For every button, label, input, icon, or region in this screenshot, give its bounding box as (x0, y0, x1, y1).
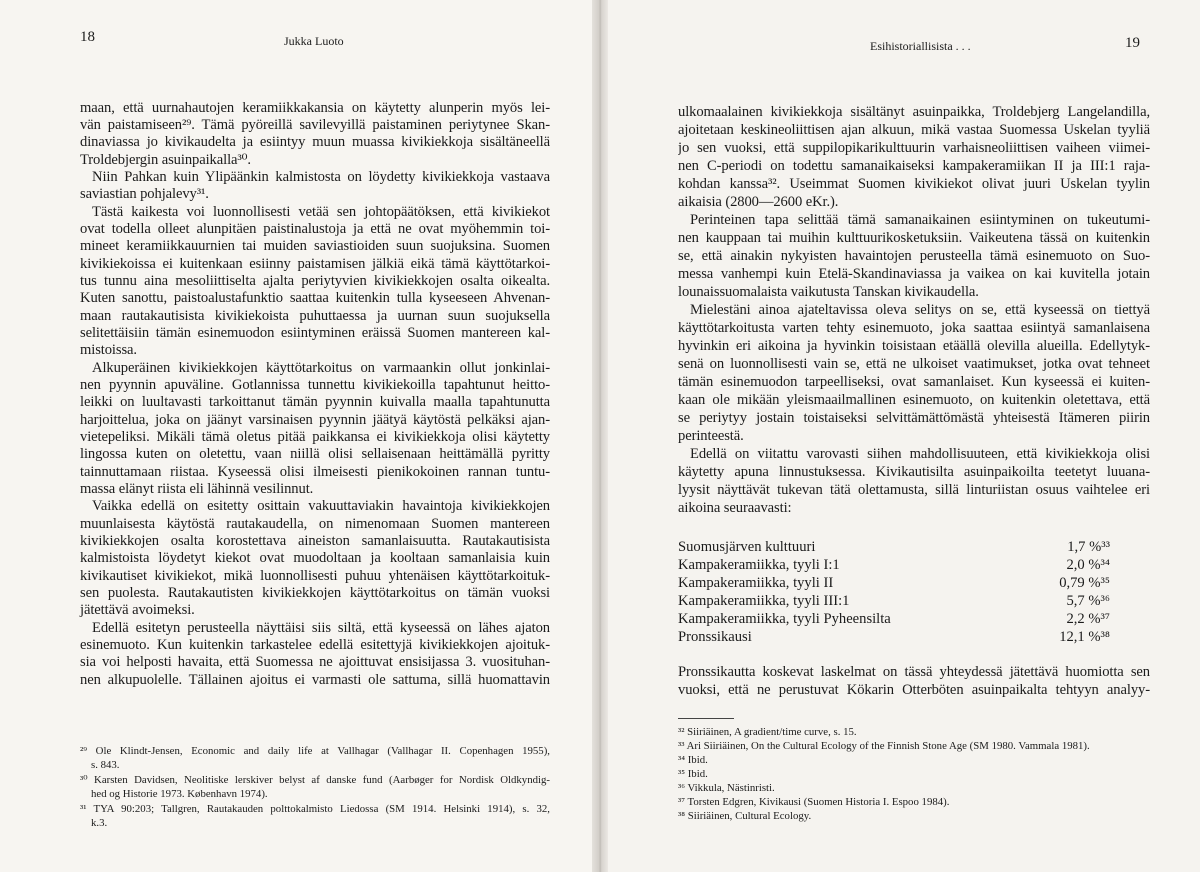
text-line: ulkomaalainen kivikiekkoja sisältänyt asuinpaikka, Troldebjerg Langelandilla, (678, 105, 1150, 120)
footnote: k.3. (91, 817, 108, 829)
text-line: Mielestäni ainoa ajateltavissa oleva selitys on se, että kyseessä on tiettyä (690, 303, 1150, 318)
text-line: massa elänyt riista eli lähinnä vesilinnut. (80, 481, 314, 497)
text-line: lounaissuomalaista vaikutusta Tanskan kivikaudella. (678, 284, 979, 300)
text-line: vän paistamiseen²⁹. Tämä pyöreillä savilevyillä paistaminen periytynee Skan- (80, 118, 550, 133)
text-line: esinemuoto. Kun kuitenkin tarkastelee edellä esitettyjä kivikiekkojen ajoituk- (80, 638, 550, 653)
footnote: ³⁵ Ibid. (678, 768, 708, 780)
text-line: lingossa kuten on oletettu, vaan niillä olisi sellaisenaan heittämällä pyritty (80, 447, 550, 462)
text-line: perinteestä. (678, 428, 744, 444)
text-line: kalmistoista löydetyt kiekot ovat muodoltaan ja kooltaan samanlaisia kuin (80, 551, 550, 566)
text-line: saviastian pohjalevy³¹. (80, 186, 209, 202)
page-number-right: 19 (1125, 35, 1140, 51)
footnote: ³⁶ Vikkula, Nästinristi. (678, 782, 775, 794)
text-line: Kuten sanottu, paistoalustafunktio saattaa kuitenkin tulla kyseeseen Ahvenan- (80, 291, 550, 306)
text-line: mistoissa. (80, 342, 137, 358)
text-line: käyttötarkoitusta varten tehty esinemuoto, joka saattaa esiintyä samanlaisena (678, 321, 1150, 336)
text-line: ajoitetaan keskineoliittisen ajan alkuun, mikä vastaa Suomessa Uskelan tyyliä (678, 123, 1150, 138)
text-line: tainnuttamaan riistaa. Kyseessä olisi ilmeisesti pienikokoinen rannan tuntu- (80, 465, 550, 480)
book-spine (592, 0, 608, 872)
footnote: ³¹ TYA 90:203; Tallgren, Rautakauden polttokalmisto Liedossa (SM 1914. Helsinki 1914), s. 32, (80, 804, 550, 815)
running-head-right: Esihistoriallisista . . . (870, 39, 971, 53)
text-line: selitettäisiin tämän esinemuodon esiintyminen eräissä Suomen mantereen kal- (80, 326, 550, 341)
text-line: Edellä esitetyn perusteella näyttäisi siis siltä, että kyseessä on lähes ajaton (92, 621, 550, 636)
table-cell-value: 0,79 %³⁵ (1059, 574, 1110, 591)
table-cell-label: Kampakeramiikka, tyyli I:1 (678, 556, 840, 573)
table-row (678, 610, 1110, 628)
footnote-rule (80, 734, 550, 735)
text-line: messa vanhempi kuin Etelä-Skandinaviassa ja vaikea on kai kuvitella jotain (678, 267, 1150, 282)
text-line: kaan ole mikään yleismaailmallinen esinemuoto, on kuitenkin oletettava, että (678, 393, 1150, 408)
table-cell-value: 2,0 %³⁴ (1066, 556, 1110, 573)
footnote: ²⁹ Ole Klindt-Jensen, Economic and daily life at Vallhagar (Vallhagar II. Copenhagen 1955), (80, 746, 550, 757)
table-row (678, 574, 1110, 592)
text-line: nen kauppaan tai muihin kulttuurikosketuksiin. Vaikeutena tässä on kuitenkin (678, 231, 1150, 246)
footnote: ³² Siiriäinen, A gradient/time curve, s. 15. (678, 726, 857, 738)
page-number-left: 18 (80, 29, 95, 45)
footnote: ³³ Ari Siiriäinen, On the Cultural Ecology of the Finnish Stone Age (SM 1980. Vammala 1981). (678, 740, 1090, 752)
table-cell-label: Suomusjärven kulttuuri (678, 538, 816, 555)
table-cell-value: 2,2 %³⁷ (1066, 610, 1110, 627)
text-line: kivikiekkojen osalta korostettava aineiston samanlaisuutta. Rautakautisista (80, 534, 550, 549)
footnote-rule (678, 718, 734, 719)
text-line: Niin Pahkan kuin Ylipäänkin kalmistosta on löydetty kivikiekkoja vastaava (92, 170, 550, 185)
text-line: kivikautiset kivikiekot, mikä luonnollisesti puhuu yhtenäisen käyttötarkoituk- (80, 569, 550, 584)
text-line: tus tunnu aina mesoliittiselta ajalta periytyvien kivikiekkojen osalta oikealta. (80, 274, 550, 289)
footnote: ³⁰ Karsten Davidsen, Neolitiske lerskiver belyst af danske fund (Aarbøger for Nordisk Oldkyndig- (80, 775, 550, 786)
text-line: hyvinkin eri aikoina ja hyvinkin toisistaan etäällä olevilla alueilla. Edellytyk- (678, 339, 1150, 354)
table-row (678, 538, 1110, 556)
text-line: ovat todella olleet alunpitäen paistinalustoja ja että ne ovat myöhemmin toi- (80, 222, 550, 237)
text-line: leikki on luultavasti tarkoittanut tämän pyynnin kuivalla maalla tapahtunutta (80, 395, 550, 410)
right-page (600, 0, 1200, 872)
text-line: aikaisia (2800—2600 eKr.). (678, 194, 839, 210)
table-cell-label: Kampakeramiikka, tyyli III:1 (678, 592, 850, 609)
text-line: senä on luonnollisesti vain se, että ne ulkoiset vaatimukset, jotka ovat tehneet (678, 357, 1150, 372)
text-line: maan rautakautisista kivikiekoista puhuttaessa ja uurnan suun suojuksella (80, 309, 550, 324)
bird-share-table (678, 538, 1110, 646)
text-line: Perinteinen tapa selittää tämä samanaikainen esiintyminen on tukeutumi- (690, 213, 1150, 228)
text-line: käytetty apuna linnustuksessa. Kivikautisilta asuinpaikoilta teetetyt luuana- (678, 465, 1150, 480)
text-line: tämän esinemuodon tarpeelliseksi, ovat samanlaiset. Kun kyseessä ei kuiten- (678, 375, 1150, 390)
footnote: ³⁷ Torsten Edgren, Kivikausi (Suomen Historia I. Espoo 1984). (678, 796, 950, 808)
text-line: dinaviassa jo kivikaudelta ja esiintyy muun muassa kivikiekkoja sisältäneellä (80, 135, 550, 150)
footnote: hed og Historie 1973. København 1974). (91, 788, 268, 800)
text-line: lyysit näyttävät tukevan tätä olettamusta, sillä linturiistan osuus vaihtelee eri (678, 483, 1150, 498)
text-line: Tästä kaikesta voi luonnollisesti vetää sen johtopäätöksen, että kivikiekot (92, 205, 550, 220)
text-line: maan, että uurnahautojen keramiikkakansia on käytetty alunperin myös lei- (80, 101, 550, 116)
table-cell-value: 1,7 %³³ (1067, 538, 1110, 555)
text-line: sen puolesta. Rautakautisten kivikiekkojen käyttötarkoitus on tämän vuoksi (80, 586, 550, 601)
text-line: nen alkupuolelle. Tällainen ajoitus ei varmasti ole sattuma, sillä huomattavin (80, 673, 550, 688)
text-line: sia voi helposti havaita, että Suomessa ne ajoittuvat ensisijassa 3. vuosituhan- (80, 655, 550, 670)
footnote: ³⁸ Siiriäinen, Cultural Ecology. (678, 810, 812, 822)
text-line: jätettävä avoimeksi. (80, 602, 195, 618)
footnote: ³⁴ Ibid. (678, 754, 708, 766)
table-cell-value: 5,7 %³⁶ (1066, 592, 1110, 609)
text-line: harjoittelua, joka on jäänyt varsinaisen pyynnin jäätyä käytöstä pelkäksi ajan- (80, 413, 550, 428)
text-line: kohdan kanssa³². Useimmat Suomen kivikiekot olivat juuri Uskelan tyylin (678, 177, 1150, 192)
table-row (678, 628, 1110, 646)
text-line: nen pyynnin apuväline. Gotlannissa tunnettu kivikiekoilla tapahtunut heitto- (80, 378, 550, 393)
text-line: muunlaisesta käytöstä rautakaudella, on nimenomaan Suomen mantereen (80, 517, 550, 532)
table-cell-label: Kampakeramiikka, tyyli II (678, 574, 834, 591)
text-line: aikoina seuraavasti: (678, 500, 792, 516)
table-row (678, 592, 1110, 610)
text-line: se periytyy jostain toistaiseksi selvittämättömästä yhteisestä Itämeren piirin (678, 411, 1150, 426)
text-line: vietepeliksi. Mikäli tämä oletus pitää paikkansa ei kivikiekkoja olisi käytetty (80, 430, 550, 445)
text-line: Edellä on viitattu varovasti siihen mahdollisuuteen, että kivikiekkoja olisi (690, 447, 1150, 462)
table-cell-label: Kampakeramiikka, tyyli Pyheensilta (678, 610, 891, 627)
footnote: s. 843. (91, 759, 120, 771)
text-line: Pronssikautta koskevat laskelmat on tässä yhteydessä jätettävä huomiotta sen (678, 665, 1150, 680)
text-line: se, että ainakin nykyisten havaintojen perusteella tämä esinemuoto on Suo- (678, 249, 1150, 264)
text-line: Vaikka edellä on esitetty osittain vakuuttaviakin havaintoja kivikiekkojen (92, 499, 550, 514)
table-cell-label: Pronssikausi (678, 628, 752, 645)
text-line: kivikiekoissa ei kuitenkaan esiinny paistamisen jälkiä eikä tämä käyttötarkoi- (80, 257, 550, 272)
table-row (678, 556, 1110, 574)
table-cell-value: 12,1 %³⁸ (1059, 628, 1110, 645)
text-line: vuoksi, että ne perustuvat Kökarin Otterböten asuinpaikalta tehtyyn analyy- (678, 683, 1150, 698)
text-line: mineet keramiikkauurnien tai muiden saviastioiden suun suojuksina. Suomen (80, 239, 550, 254)
running-head-left: Jukka Luoto (284, 34, 344, 48)
text-line: nen C-periodi on todettu samanaikaiseksi kampakeramiikan II ja III:1 raja- (678, 159, 1150, 174)
text-line: Troldebjergin asuinpaikalla³⁰. (80, 152, 251, 168)
text-line: Alkuperäinen kivikiekkojen käyttötarkoitus on varmaankin ollut jonkinlai- (92, 361, 550, 376)
text-line: jo sen vuoksi, että suppilopikarikulttuurin varhaisneoliittisen vaiheen viimei- (678, 141, 1150, 156)
